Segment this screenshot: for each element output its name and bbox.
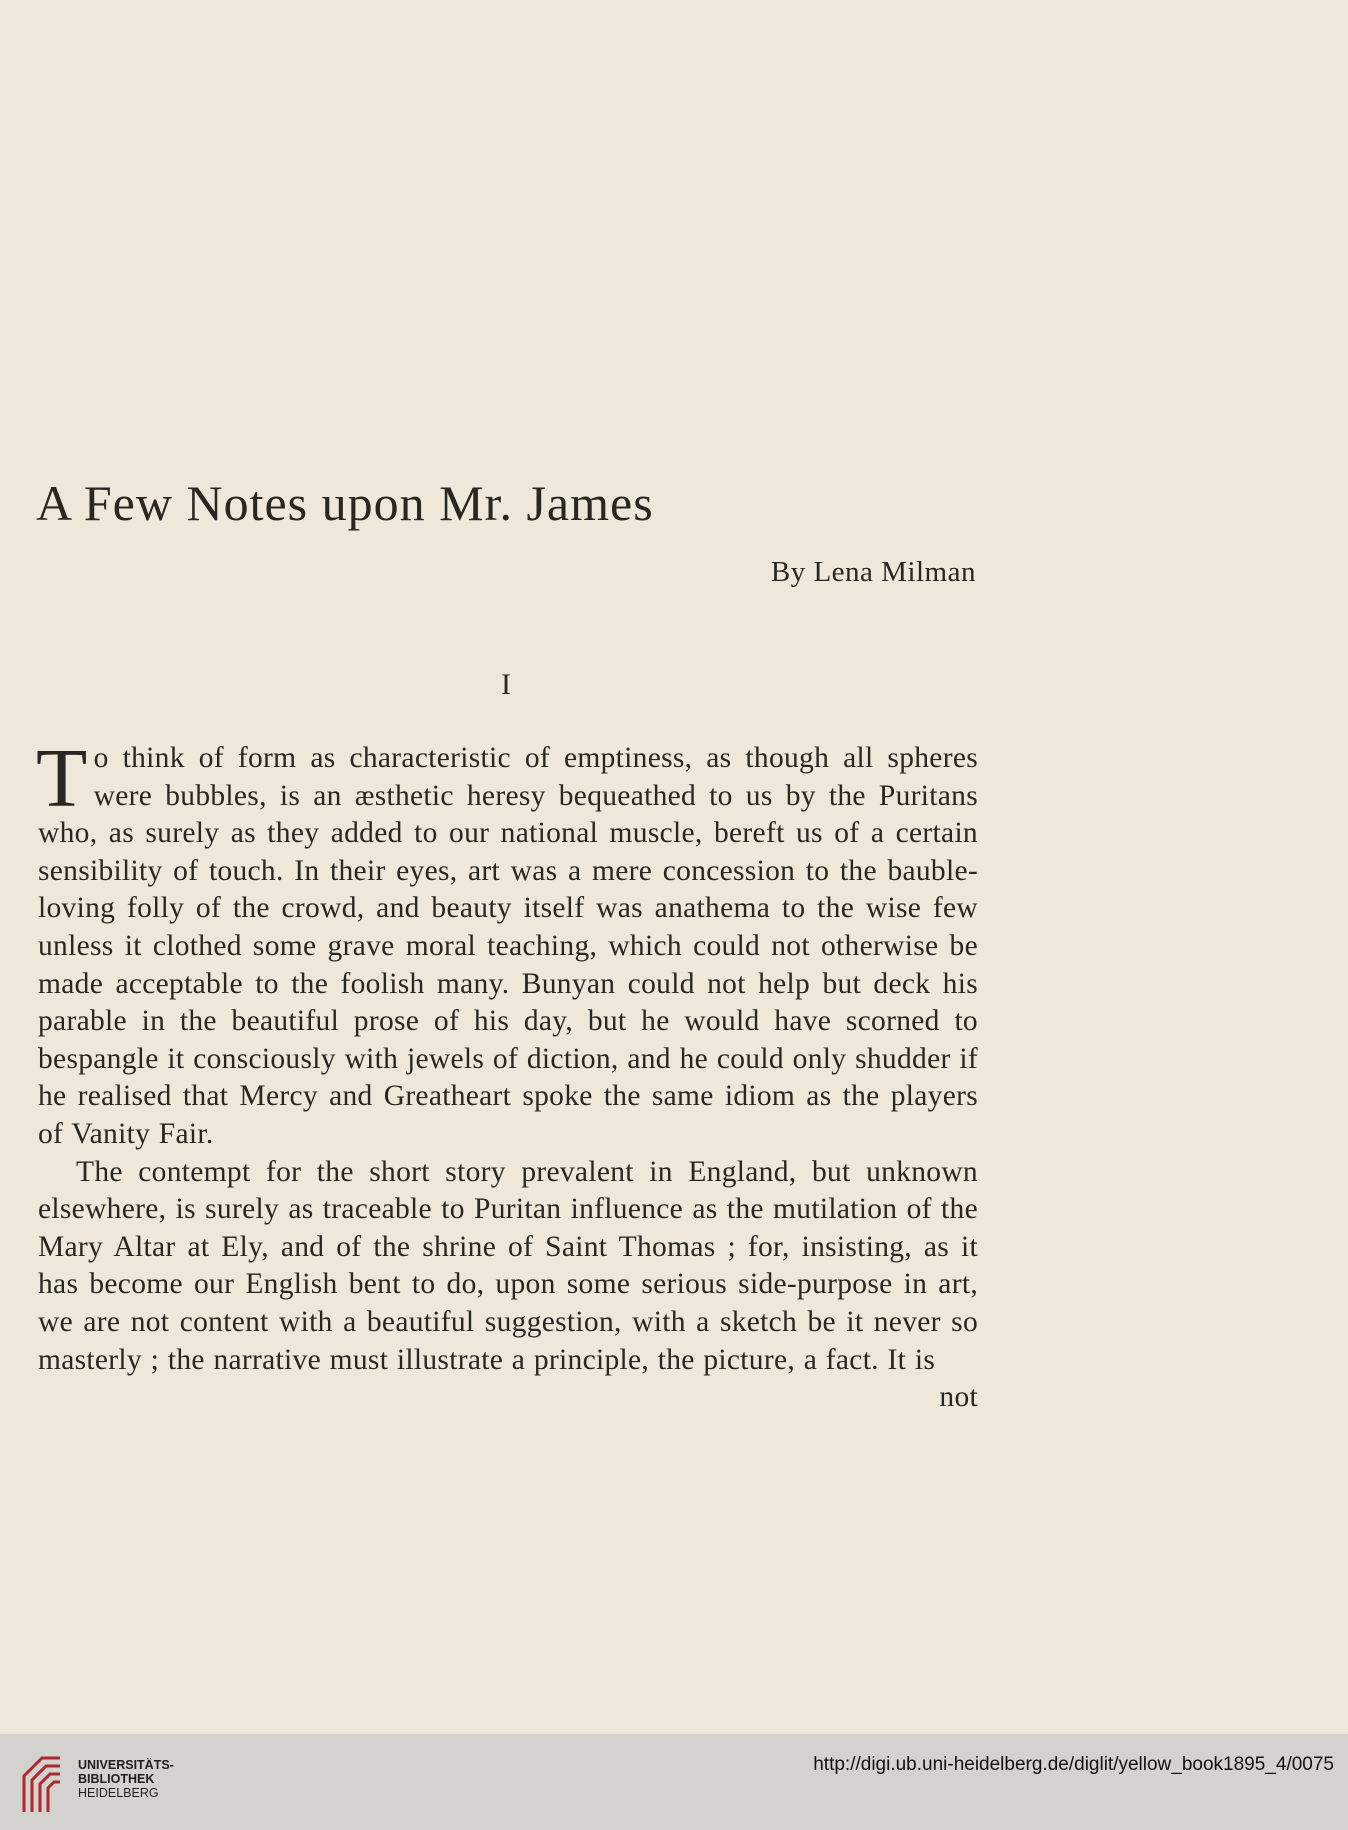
paragraph-1-text: o think of form as characteristic of emptiness, as though all spheres were bubbles, is an æsthetic heresy bequeathed to us by the Puritans who, as surely as they added to our national muscle, bereft us of a certain sensibility of touch. In their eyes, art was a mere concession to the bauble-loving folly of the crowd, and beauty itself was anathema to the wise few unless it clothed some grave moral teaching, which could not otherwise be made acceptable to the foolish many. Bunyan could not help but deck his parable in the beautiful prose of his day, but he would have scorned to bespangle it consciously with jewels of diction, and he could only shudder if he realised that Mercy and Greatheart spoke the same idiom as the players of Vanity Fair.	[38, 742, 978, 1150]
section-numeral: I	[501, 668, 511, 701]
library-name	[78, 1758, 174, 1800]
source-url-link[interactable]: http://digi.ub.uni-heidelberg.de/diglit/yellow_book1895_4/0075	[813, 1754, 1334, 1775]
paragraph-1	[36, 732, 978, 1154]
author-byline: By Lena Milman	[770, 556, 976, 588]
paragraph-2: The contempt for the short story prevalent in England, but unknown elsewhere, is surely as traceable to Puritan influence as the mutilation of the Mary Altar at Ely, and of the shrine of Saint Thomas ; for, insisting, as it has become our English bent to do, upon some serious side-purpose in art, we are not content with a beautiful suggestion, with a sketch be it never so masterly ; the narrative must illustrate a principle, the picture, a fact. It is	[38, 1155, 978, 1376]
library-name-line1: UNIVERSITÄTS-	[78, 1758, 174, 1772]
catchword: not	[939, 1381, 978, 1414]
library-logo-icon	[14, 1746, 70, 1816]
article-title: A Few Notes upon Mr. James	[36, 475, 654, 531]
drop-cap: T	[36, 732, 88, 825]
footer-bar	[0, 1734, 1348, 1830]
library-name-line2: BIBLIOTHEK	[78, 1772, 155, 1786]
article-body	[36, 732, 978, 1417]
library-name-line3: HEIDELBERG	[78, 1786, 159, 1800]
